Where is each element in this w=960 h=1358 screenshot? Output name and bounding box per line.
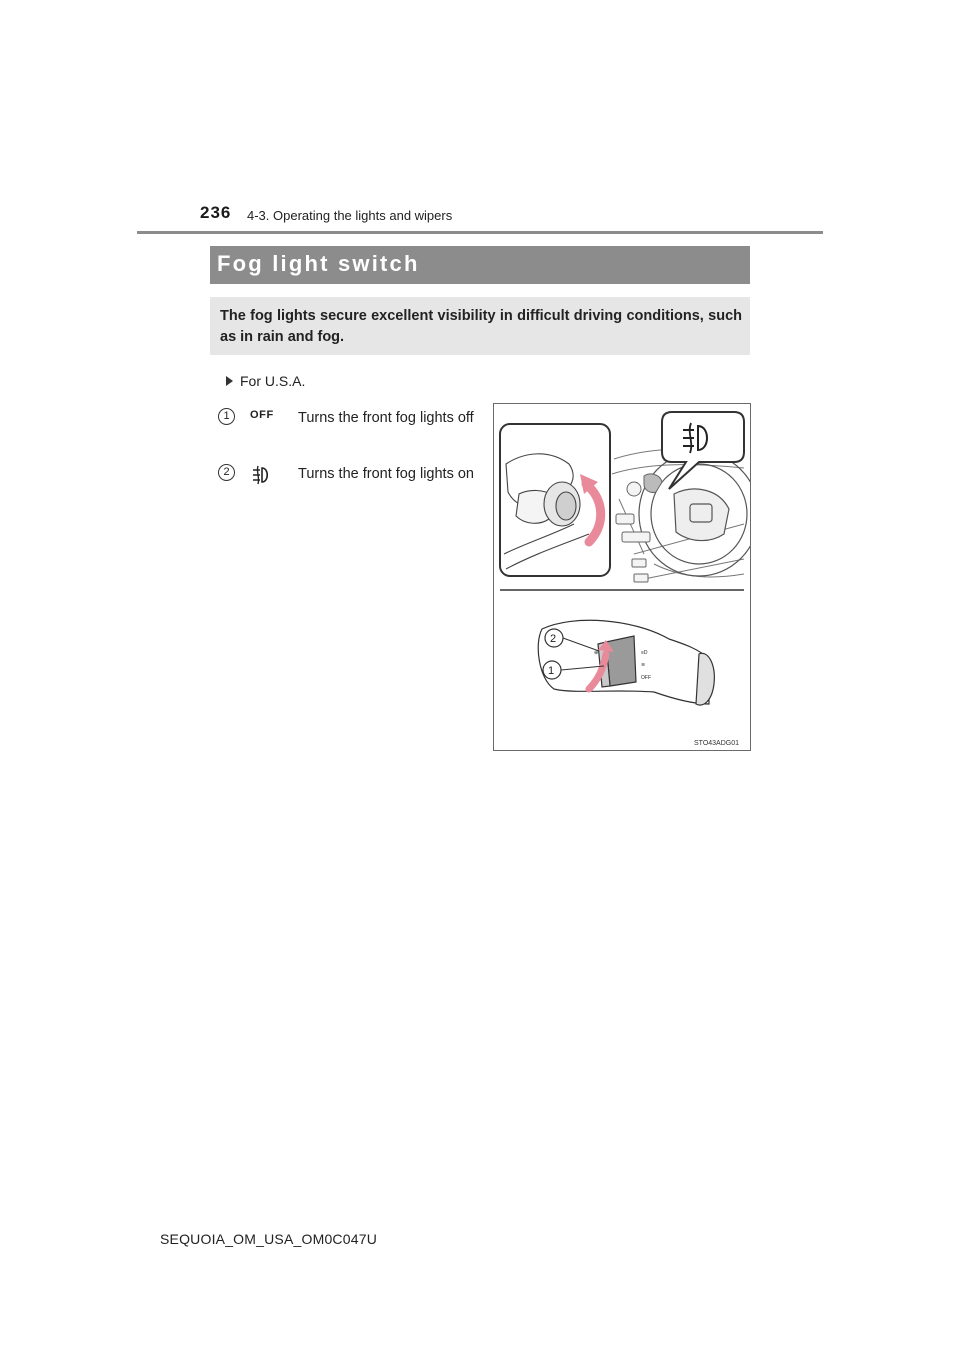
region-text: For U.S.A. — [240, 373, 306, 389]
front-fog-light-icon — [250, 465, 272, 490]
svg-text:⊕: ⊕ — [594, 650, 599, 656]
intro-box — [210, 297, 750, 355]
item-number: 1 — [218, 408, 235, 425]
svg-text:≡D: ≡D — [641, 650, 648, 656]
section-reference: 4-3. Operating the lights and wipers — [247, 208, 453, 223]
intro-text: The fog lights secure excellent visibility in difficult driving conditions, such as in rain and fog. — [220, 308, 742, 345]
off-symbol: OFF — [250, 409, 274, 421]
callout-2: 2 — [550, 633, 557, 645]
page-number: 236 — [200, 203, 232, 222]
header-divider — [137, 231, 823, 234]
triangle-bullet-icon — [226, 376, 233, 386]
item-description: Turns the front fog lights off — [298, 410, 474, 426]
section-title-bar — [210, 246, 750, 284]
callout-1: 1 — [548, 665, 555, 677]
item-description: Turns the front fog lights on — [298, 466, 474, 482]
section-title: Fog light switch — [217, 251, 420, 276]
figure-code: STO43ADG01 — [694, 740, 740, 747]
switch-off-marking: OFF — [641, 675, 651, 681]
footer-doc-id: SEQUOIA_OM_USA_OM0C047U — [160, 1231, 378, 1247]
item-number: 2 — [218, 464, 235, 481]
fog-light-switch-illustration — [493, 403, 751, 751]
region-label — [226, 373, 305, 389]
svg-text:≋: ≋ — [641, 662, 646, 668]
